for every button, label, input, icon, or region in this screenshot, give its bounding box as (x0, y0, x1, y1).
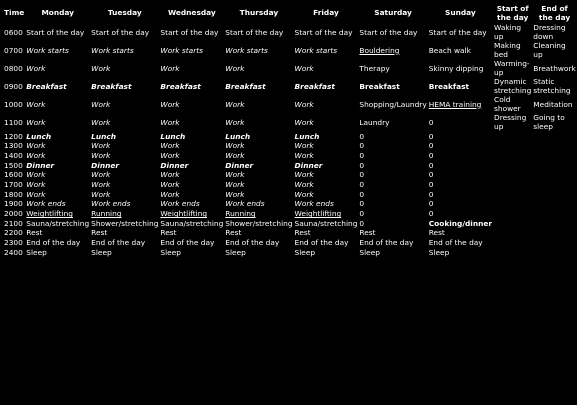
cell-start-of-the-day (493, 248, 532, 258)
cell-time: 1300 (4, 141, 23, 151)
cell-start-of-the-day (493, 142, 532, 152)
cell-friday: Sleep (294, 247, 316, 257)
table-row (3, 239, 577, 249)
cell-tuesday: Work (91, 63, 111, 73)
cell-friday: Work (294, 150, 314, 160)
cell-end-of-the-day: Static stretching (533, 77, 571, 95)
cell-thursday: Lunch (225, 131, 251, 141)
cell-sunday: 0 (428, 199, 434, 209)
header-start-of-the-day: Start of the day (496, 3, 529, 22)
table-row (3, 60, 577, 78)
cell-start-of-the-day (493, 229, 532, 239)
cell-wednesday: Dinner (160, 160, 189, 170)
table-row (3, 200, 577, 210)
cell-wednesday: Work (160, 117, 180, 127)
table-row (3, 229, 577, 239)
cell-saturday: Start of the day (359, 27, 418, 37)
cell-sunday: 0 (428, 141, 434, 151)
cell-time: 0900 (4, 81, 23, 91)
cell-end-of-the-day (532, 132, 577, 142)
cell-tuesday: Start of the day (91, 27, 150, 37)
table-row (3, 210, 577, 220)
cell-start-of-the-day (493, 219, 532, 229)
cell-saturday: Bouldering (359, 45, 400, 55)
cell-end-of-the-day (532, 229, 577, 239)
cell-monday: Work (26, 117, 46, 127)
cell-saturday: End of the day (359, 238, 414, 248)
cell-time: 2300 (4, 238, 23, 248)
cell-start-of-the-day (493, 132, 532, 142)
table-row (3, 132, 577, 142)
cell-start-of-the-day: Cold shower (494, 95, 521, 113)
cell-monday: Sleep (26, 247, 47, 257)
cell-saturday: 0 (359, 199, 365, 209)
cell-end-of-the-day (532, 248, 577, 258)
cell-start-of-the-day (493, 171, 532, 181)
table-row (3, 24, 577, 42)
cell-tuesday: Work (91, 117, 111, 127)
cell-friday: Weightlifting (294, 209, 342, 219)
cell-friday: Sauna/stretching (294, 218, 358, 228)
cell-thursday: Work (225, 189, 245, 199)
cell-saturday: Rest (359, 228, 376, 238)
header-monday: Monday (41, 8, 74, 18)
cell-wednesday: Lunch (160, 131, 186, 141)
cell-tuesday: Lunch (91, 131, 117, 141)
cell-thursday: Work (225, 63, 245, 73)
header-row (3, 3, 577, 24)
table-row (3, 161, 577, 171)
cell-tuesday: Work (91, 189, 111, 199)
cell-monday: End of the day (26, 238, 81, 248)
cell-start-of-the-day (493, 151, 532, 161)
cell-time: 2200 (4, 228, 23, 238)
cell-wednesday: End of the day (160, 238, 215, 248)
cell-friday: Work starts (294, 45, 338, 55)
cell-thursday: Sleep (225, 247, 246, 257)
cell-tuesday: Breakfast (91, 81, 132, 91)
cell-monday: Dinner (26, 160, 55, 170)
cell-wednesday: Breakfast (160, 81, 201, 91)
schedule-body (3, 24, 577, 258)
cell-end-of-the-day (532, 142, 577, 152)
cell-tuesday: Work ends (91, 199, 131, 209)
header-saturday: Saturday (374, 8, 412, 18)
cell-end-of-the-day: Cleaning up (533, 41, 566, 59)
weekly-schedule-table (3, 3, 577, 258)
cell-time: 1800 (4, 189, 23, 199)
cell-thursday: Start of the day (225, 27, 284, 37)
cell-start-of-the-day (493, 239, 532, 249)
cell-tuesday: Work (91, 150, 111, 160)
cell-start-of-the-day (493, 190, 532, 200)
cell-time: 1200 (4, 131, 23, 141)
cell-sunday: 0 (428, 160, 434, 170)
cell-end-of-the-day (532, 180, 577, 190)
cell-thursday: Breakfast (225, 81, 266, 91)
table-row (3, 190, 577, 200)
cell-start-of-the-day: Dressing up (494, 113, 527, 131)
header-end-of-the-day: End of the day (538, 3, 571, 22)
cell-thursday: Work (225, 117, 245, 127)
cell-sunday: Sleep (428, 247, 450, 257)
table-row (3, 248, 577, 258)
cell-start-of-the-day: Waking up (494, 23, 522, 41)
cell-monday: Work (26, 179, 46, 189)
cell-sunday: Skinny dipping (428, 63, 484, 73)
cell-end-of-the-day (532, 171, 577, 181)
cell-thursday: Work (225, 170, 245, 180)
cell-sunday: 0 (428, 131, 434, 141)
table-row (3, 42, 577, 60)
cell-friday: Rest (294, 228, 311, 238)
cell-wednesday: Work (160, 99, 180, 109)
cell-saturday: Shopping/Laundry (359, 99, 427, 109)
cell-tuesday: Work starts (91, 45, 134, 55)
cell-monday: Work ends (26, 199, 66, 209)
header-tuesday: Tuesday (107, 8, 142, 18)
cell-saturday: Laundry (359, 117, 390, 127)
header-thursday: Thursday (239, 8, 279, 18)
cell-start-of-the-day (493, 180, 532, 190)
cell-thursday: Work (225, 179, 245, 189)
table-row (3, 171, 577, 181)
cell-saturday: 0 (359, 189, 365, 199)
cell-monday: Work (26, 170, 46, 180)
cell-thursday: Running (225, 209, 256, 219)
cell-end-of-the-day (532, 210, 577, 220)
cell-saturday: 0 (359, 160, 365, 170)
cell-start-of-the-day (493, 200, 532, 210)
cell-monday: Lunch (26, 131, 52, 141)
cell-time: 0600 (4, 27, 23, 37)
cell-thursday: Work (225, 141, 245, 151)
cell-time: 1900 (4, 199, 23, 209)
table-row (3, 142, 577, 152)
table-row (3, 219, 577, 229)
cell-saturday: 0 (359, 209, 365, 219)
cell-friday: Start of the day (294, 27, 353, 37)
cell-wednesday: Weightlifting (160, 209, 208, 219)
cell-monday: Sauna/stretching (26, 218, 90, 228)
cell-wednesday: Start of the day (160, 27, 219, 37)
cell-friday: Work (294, 179, 314, 189)
cell-thursday: Shower/stretching (225, 218, 293, 228)
table-row (3, 78, 577, 96)
cell-friday: Lunch (294, 131, 320, 141)
cell-friday: Dinner (294, 160, 323, 170)
cell-friday: Work (294, 170, 314, 180)
cell-end-of-the-day: Going to sleep (533, 113, 565, 131)
cell-saturday: 0 (359, 170, 365, 180)
cell-end-of-the-day (532, 200, 577, 210)
cell-sunday: Start of the day (428, 27, 487, 37)
cell-end-of-the-day (532, 239, 577, 249)
cell-tuesday: Shower/stretching (91, 218, 159, 228)
cell-end-of-the-day: Breathwork (533, 63, 576, 73)
cell-time: 1500 (4, 160, 23, 170)
cell-sunday: Beach walk (428, 45, 471, 55)
cell-friday: End of the day (294, 238, 349, 248)
header-sunday: Sunday (445, 8, 476, 18)
cell-friday: Work (294, 63, 314, 73)
cell-thursday: Rest (225, 228, 242, 238)
cell-sunday: 0 (428, 150, 434, 160)
header-friday: Friday (313, 8, 339, 18)
cell-monday: Work (26, 99, 46, 109)
cell-tuesday: Sleep (91, 247, 112, 257)
cell-time: 1100 (4, 117, 23, 127)
cell-thursday: Dinner (225, 160, 254, 170)
cell-wednesday: Work (160, 170, 180, 180)
cell-sunday: Rest (428, 228, 445, 238)
cell-tuesday: Work (91, 179, 111, 189)
cell-tuesday: Work (91, 99, 111, 109)
cell-saturday: 0 (359, 141, 365, 151)
cell-monday: Start of the day (26, 27, 85, 37)
table-row (3, 114, 577, 132)
cell-monday: Rest (26, 228, 43, 238)
cell-thursday: Work ends (225, 199, 265, 209)
cell-start-of-the-day: Dynamic stretching (494, 77, 532, 95)
cell-sunday: 0 (428, 209, 434, 219)
cell-start-of-the-day: Warming-up (494, 59, 530, 77)
cell-thursday: Work (225, 150, 245, 160)
cell-friday: Work (294, 117, 314, 127)
cell-time: 2000 (4, 209, 23, 219)
cell-sunday: 0 (428, 170, 434, 180)
cell-tuesday: Dinner (91, 160, 120, 170)
cell-time: 1400 (4, 150, 23, 160)
cell-time: 2400 (4, 247, 23, 257)
cell-end-of-the-day (532, 190, 577, 200)
cell-wednesday: Work (160, 189, 180, 199)
cell-friday: Work (294, 141, 314, 151)
table-row (3, 180, 577, 190)
table-row (3, 96, 577, 114)
cell-wednesday: Work (160, 141, 180, 151)
cell-time: 1000 (4, 99, 23, 109)
cell-end-of-the-day (532, 151, 577, 161)
cell-tuesday: End of the day (91, 238, 146, 248)
cell-monday: Work (26, 150, 46, 160)
cell-wednesday: Sleep (160, 247, 181, 257)
cell-wednesday: Rest (160, 228, 177, 238)
cell-monday: Work (26, 63, 46, 73)
cell-tuesday: Work (91, 141, 111, 151)
cell-thursday: Work starts (225, 45, 268, 55)
cell-thursday: End of the day (225, 238, 280, 248)
cell-monday: Weightlifting (26, 209, 73, 219)
cell-saturday: 0 (359, 131, 365, 141)
cell-sunday: Cooking/dinner (428, 218, 493, 228)
cell-sunday: 0 (428, 179, 434, 189)
cell-end-of-the-day (532, 161, 577, 171)
cell-wednesday: Work (160, 179, 180, 189)
cell-friday: Work ends (294, 199, 334, 209)
cell-time: 2100 (4, 218, 23, 228)
cell-time: 1600 (4, 170, 23, 180)
cell-saturday: Sleep (359, 247, 380, 257)
cell-time: 0700 (4, 45, 23, 55)
cell-sunday: 0 (428, 189, 434, 199)
cell-time: 1700 (4, 179, 23, 189)
cell-saturday: Therapy (359, 63, 390, 73)
cell-saturday: 0 (359, 218, 365, 228)
header-wednesday: Wednesday (167, 8, 216, 18)
cell-wednesday: Work (160, 63, 180, 73)
cell-monday: Work (26, 141, 46, 151)
cell-friday: Work (294, 99, 314, 109)
cell-tuesday: Work (91, 170, 111, 180)
cell-wednesday: Work (160, 150, 180, 160)
cell-saturday: Breakfast (359, 81, 400, 91)
cell-start-of-the-day (493, 161, 532, 171)
cell-start-of-the-day (493, 210, 532, 220)
header-time: Time (4, 8, 25, 18)
cell-time: 0800 (4, 63, 23, 73)
cell-sunday: 0 (428, 117, 434, 127)
cell-tuesday: Rest (91, 228, 108, 238)
cell-tuesday: Running (91, 209, 122, 219)
cell-start-of-the-day: Making bed (494, 41, 521, 59)
table-row (3, 151, 577, 161)
cell-end-of-the-day: Meditation (533, 99, 573, 109)
cell-friday: Breakfast (294, 81, 335, 91)
cell-monday: Work (26, 189, 46, 199)
cell-saturday: 0 (359, 150, 365, 160)
cell-monday: Work starts (26, 45, 69, 55)
cell-sunday: HEMA training (428, 99, 482, 109)
cell-end-of-the-day: Dressing down (533, 23, 566, 41)
cell-monday: Breakfast (26, 81, 67, 91)
cell-saturday: 0 (359, 179, 365, 189)
cell-sunday: End of the day (428, 238, 483, 248)
cell-wednesday: Sauna/stretching (160, 218, 224, 228)
cell-end-of-the-day (532, 219, 577, 229)
cell-thursday: Work (225, 99, 245, 109)
cell-wednesday: Work starts (160, 45, 203, 55)
cell-friday: Work (294, 189, 314, 199)
cell-sunday: Breakfast (428, 81, 470, 91)
cell-wednesday: Work ends (160, 199, 200, 209)
